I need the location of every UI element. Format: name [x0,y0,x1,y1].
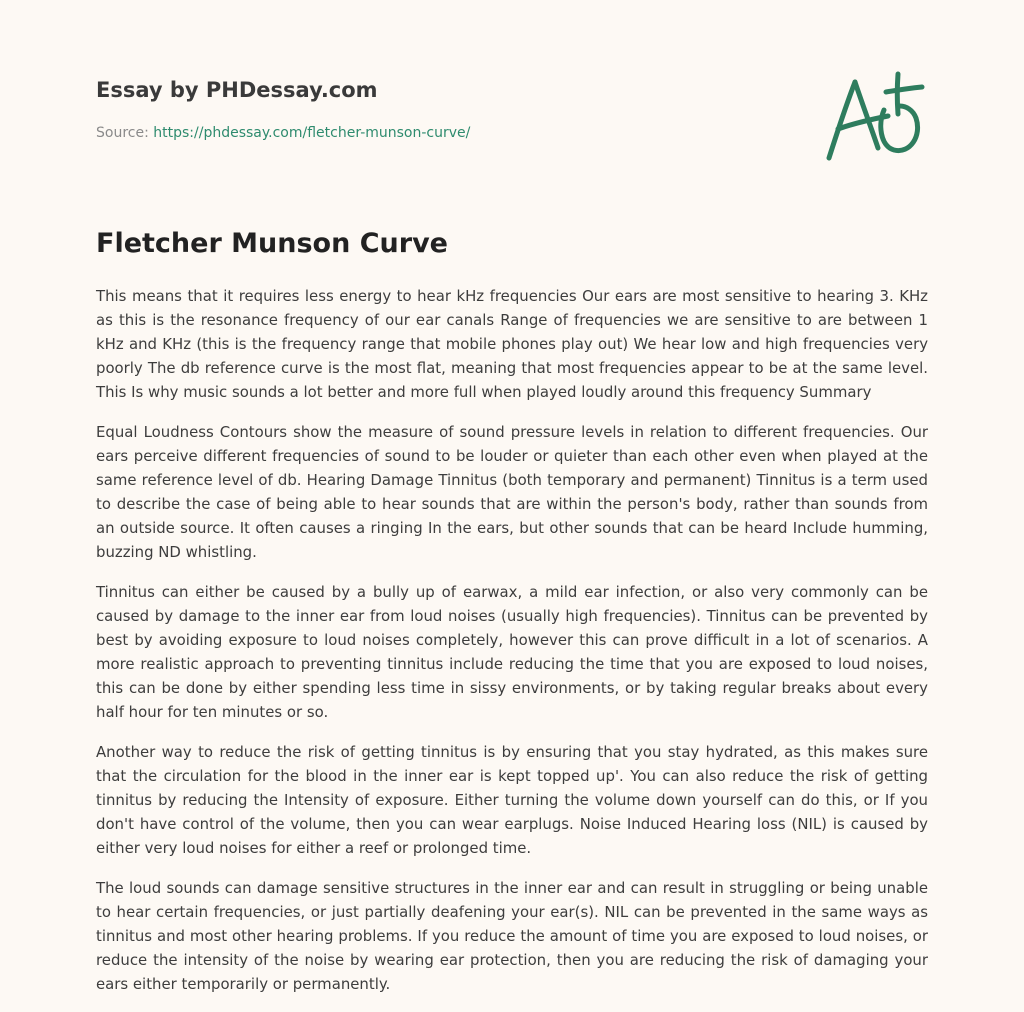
paragraph: Tinnitus can either be caused by a bully up of earwax, a mild ear infection, or also very commonly can be caused by damage to the inner ear from loud noises (usually high frequencies). Tinnitus can be prevented by best by avoiding exposure to loud noises completely, however this can prove difficult in a lot of scenarios. A more realistic approach to preventing tinnitus include reducing the time that you are exposed to loud noises, this can be done by either spending less time in sissy environments, or by taking regular breaks about every half hour for ten minutes or so. [96,583,928,721]
site-title: Essay by PHDessay.com [96,78,378,102]
source-line [96,123,470,143]
source-link[interactable]: https://phdessay.com/fletcher-munson-curve/ [153,125,471,141]
a-plus-grade-icon [818,66,930,166]
essay-title: Fletcher Munson Curve [96,228,448,259]
paragraph: Another way to reduce the risk of getting tinnitus is by ensuring that you stay hydrated, as this makes sure that the circulation for the blood in the inner ear is kept topped up'. You can also reduce the risk of getting tinnitus by reducing the Intensity of exposure. Either turning the volume down yourself can do this, or If you don't have control of the volume, then you can wear earplugs. Noise Induced Hearing loss (NIL) is caused by either very loud noises for either a reef or prolonged time. [96,743,928,857]
source-label: Source: [96,125,149,141]
paragraph: The loud sounds can damage sensitive structures in the inner ear and can result in struggling or being unable to hear certain frequencies, or just partially deafening your ear(s). NIL can be prevented in the same ways as tinnitus and most other hearing problems. If you reduce the amount of time you are exposed to loud noises, or reduce the intensity of the noise by wearing ear protection, then you are reducing the risk of damaging your ears either temporarily or permanently. [96,879,928,993]
paragraph: This means that it requires less energy to hear kHz frequencies Our ears are most sensitive to hearing 3. KHz as this is the resonance frequency of our ear canals Range of frequencies we are sensitive to are between 1 kHz and KHz (this is the frequency range that mobile phones play out) We hear low and high frequencies very poorly The db reference curve is the most flat, meaning that most frequencies appear to be at the same level. This Is why music sounds a lot better and more full when played loudly around this frequency Summary [96,287,928,401]
essay-body [96,284,928,1012]
paragraph: Equal Loudness Contours show the measure of sound pressure levels in relation to different frequencies. Our ears perceive different frequencies of sound to be louder or quieter than each other even when played at the same reference level of db. Hearing Damage Tinnitus (both temporary and permanent) Tinnitus is a term used to describe the case of being able to hear sounds that are within the person's body, rather than sounds from an outside source. It often causes a ringing In the ears, but other sounds that can be heard Include humming, buzzing ND whistling. [96,423,928,561]
